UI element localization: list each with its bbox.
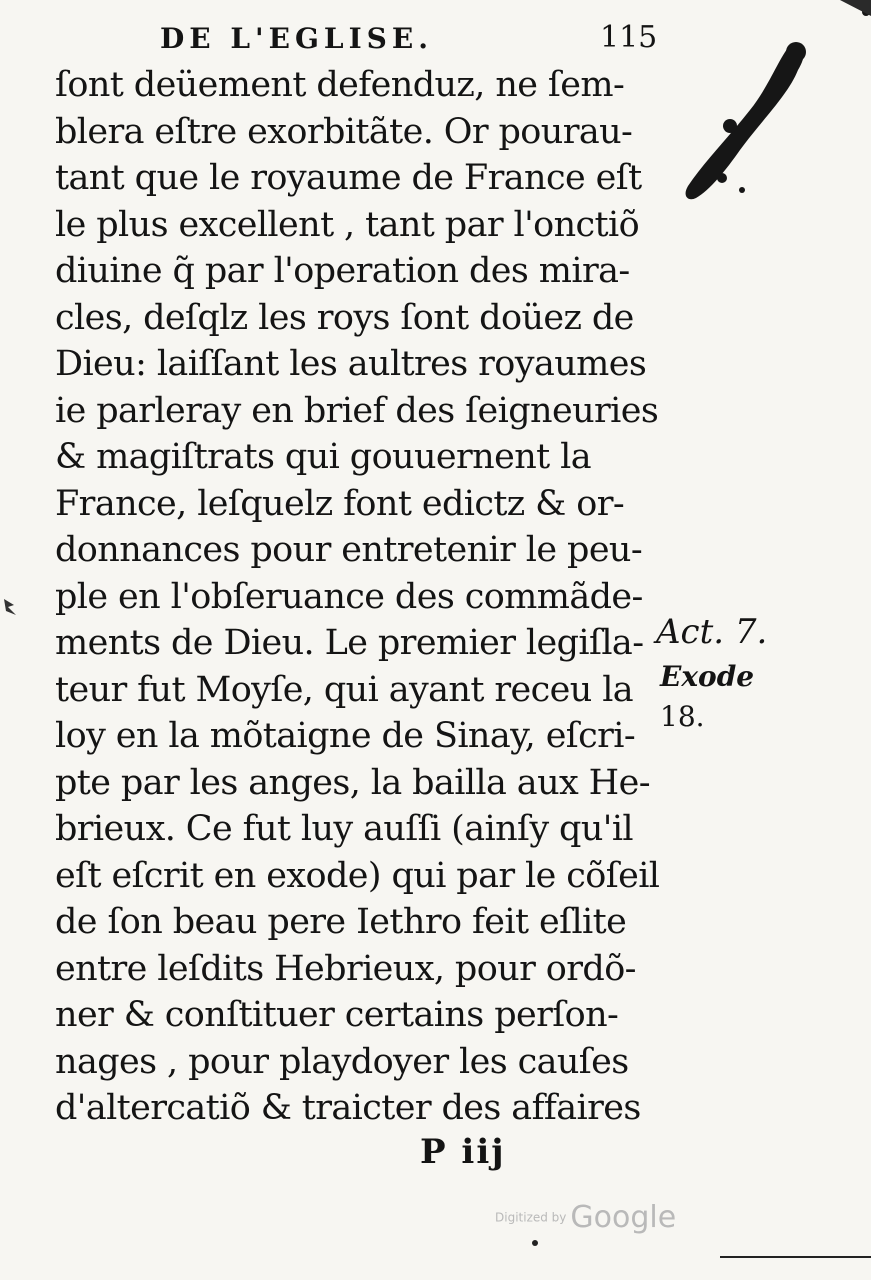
text-line: France, leſquelz font edictz & or- <box>55 483 625 524</box>
text-line: cles, deſqlz les roys ſont doüez de <box>55 297 634 338</box>
signature-mark: P iij <box>420 1132 506 1172</box>
margin-note-acts: Act. 7. <box>656 612 768 652</box>
text-line: brieux. Ce fut luy auſſi (ainſy qu'il <box>55 809 634 849</box>
running-title: DE L'EGLISE. <box>160 22 433 55</box>
text-line: de ſon beau pere Iethro feit eſlite <box>55 902 627 942</box>
text-line: & magiſtrats qui gouuernent la <box>55 437 592 477</box>
text-line: diuine q̃ par l'operation des mira- <box>55 251 630 291</box>
left-edge-ornament <box>0 595 22 619</box>
text-line: entre leſdits Hebrieux, pour ordõ- <box>55 948 636 989</box>
margin-note-exode: Exode <box>660 660 755 693</box>
digitized-watermark <box>495 1200 676 1235</box>
page-number: 115 <box>600 20 658 55</box>
body-text <box>55 62 665 1132</box>
text-line: ſont deüement defenduz, ne ſem- <box>55 65 625 105</box>
google-logo: Google <box>570 1200 677 1235</box>
text-line: ner & conſtituer certains perſon- <box>55 995 619 1035</box>
text-line: pte par les anges, la bailla aux He- <box>55 762 650 803</box>
text-line: eſt eſcrit en exode) qui par le cõſeil <box>55 855 660 896</box>
margin-note-exode-chapter: 18. <box>660 700 705 733</box>
text-line: ments de Dieu. Le premier legiſla- <box>55 623 644 663</box>
ink-stain-mark <box>670 0 871 240</box>
digitized-prefix: Digitized by <box>495 1210 567 1225</box>
text-line: ple en l'obſeruance des commãde- <box>55 576 643 617</box>
text-line: le plus excellent , tant par l'onctiõ <box>55 204 640 245</box>
text-line: nages , pour playdoyer les cauſes <box>55 1041 629 1082</box>
ink-dot <box>530 1238 540 1248</box>
text-line: donnances pour entretenir le peu- <box>55 530 643 570</box>
bottom-edge-rule <box>720 1256 871 1258</box>
text-line: Dieu: laiſſant les aultres royaumes <box>55 344 647 384</box>
text-line: d'altercatiõ & traicter des affaires <box>55 1088 641 1128</box>
text-line: tant que le royaume de France eſt <box>55 158 642 198</box>
text-line: loy en la mõtaigne de Sinay, eſcri- <box>55 716 636 756</box>
text-line: ie parleray en brief des ſeigneuries <box>55 390 659 431</box>
text-line: teur fut Moyſe, qui ayant receu la <box>55 669 634 710</box>
text-line: blera eſtre exorbitãte. Or pourau- <box>55 111 633 152</box>
